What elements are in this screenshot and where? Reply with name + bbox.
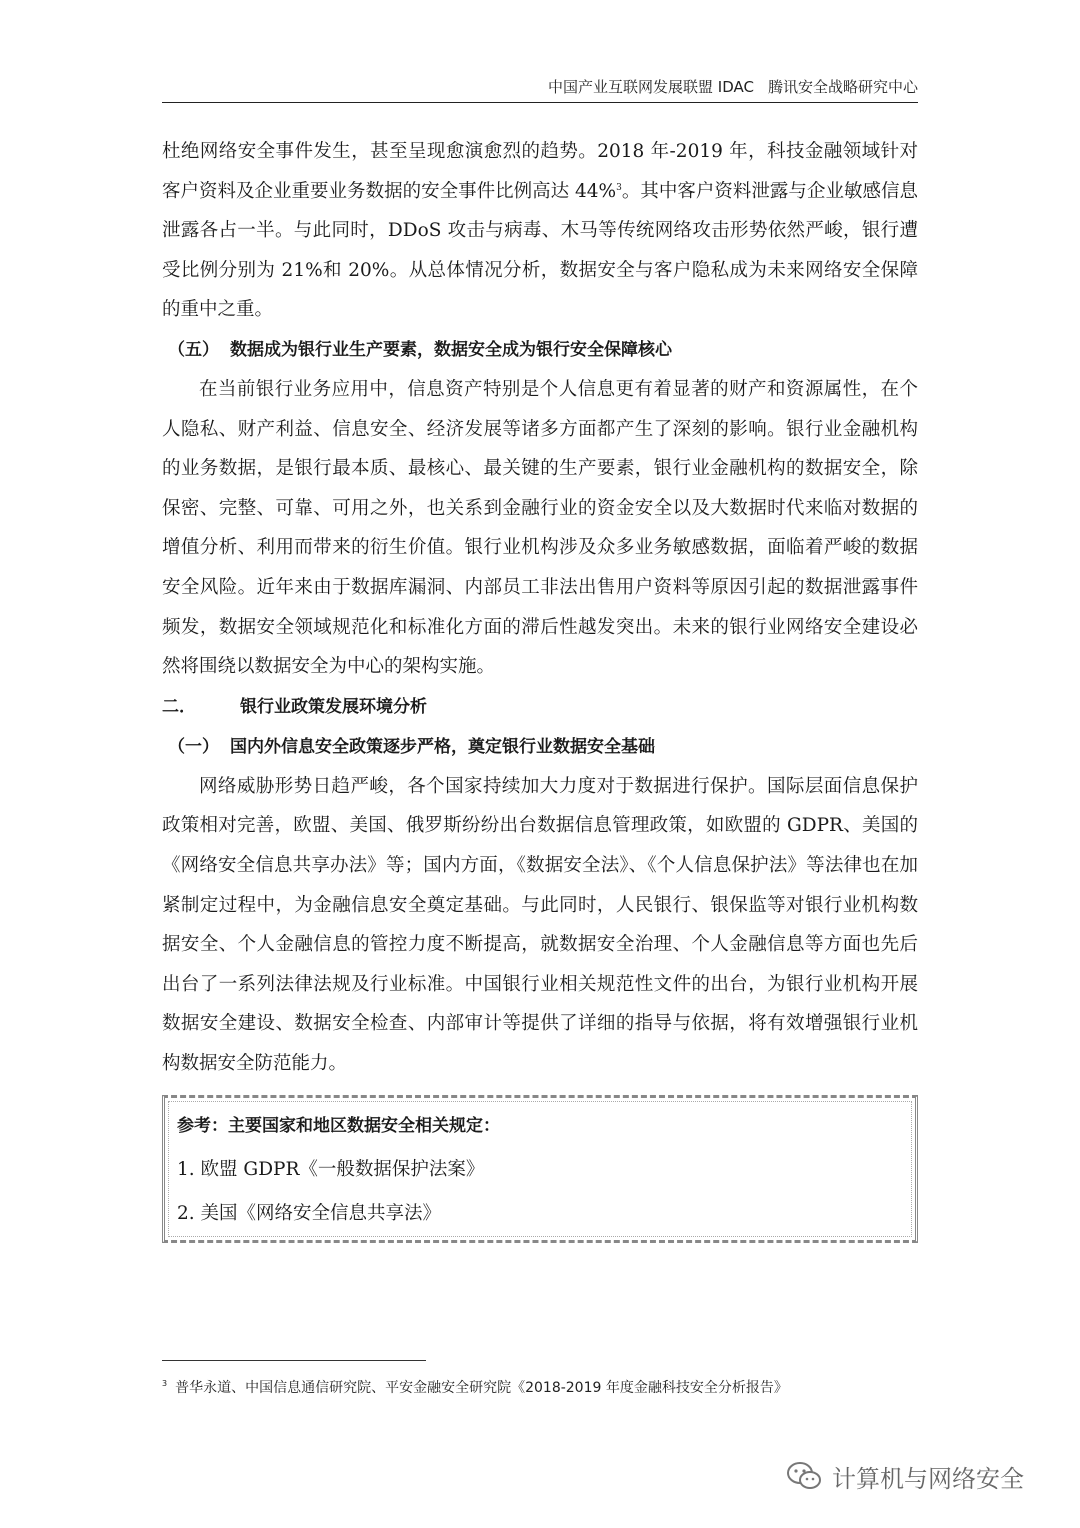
section-number: （一） — [168, 736, 219, 757]
paragraph-intro — [162, 132, 918, 330]
chapter-heading-2 — [162, 687, 918, 727]
section-heading-5 — [162, 330, 918, 370]
section-title: 数据成为银行业生产要素，数据安全成为银行安全保障核心 — [230, 339, 672, 360]
main-content — [162, 132, 918, 1243]
footnote-divider — [162, 1360, 426, 1361]
footnote-mark: 3 — [162, 1379, 168, 1389]
footnote-text: 普华永道、中国信息通信研究院、平安金融安全研究院《2018-2019 年度金融科技安全分析报告》 — [175, 1380, 788, 1396]
paragraph-policy: 网络威胁形势日趋严峻，各个国家持续加大力度对于数据进行保护。国际层面信息保护政策相对完善，欧盟、美国、俄罗斯纷纷出台数据信息管理政策，如欧盟的 GDPR、美国的《网络安全信息共享办法》等；国内方面，《数据安全法》、《个人信息保护法》等法律也在加紧制定过程中，为金融信息安全奠定基础。与此同时，人民银行、银保监等对银行业机构数据安全、个人金融信息的管控力度不断提高，就数据安全治理、个人金融信息等方面也先后出台了一系列法律法规及行业标准。中国银行业相关规范性文件的出台，为银行业机构开展数据安全建设、数据安全检查、内部审计等提供了详细的指导与依据，将有效增强银行业机构数据安全防范能力。 — [162, 775, 918, 1074]
section-title: 国内外信息安全政策逐步严格，奠定银行业数据安全基础 — [230, 736, 655, 757]
reference-item: 2. 美国《网络安全信息共享法》 — [177, 1203, 442, 1225]
chapter-number: 二． — [162, 696, 196, 717]
watermark-text: 计算机与网络安全 — [832, 1464, 1024, 1493]
reference-box — [162, 1095, 918, 1243]
reference-item: 1. 欧盟 GDPR《一般数据保护法案》 — [177, 1159, 485, 1181]
reference-title: 参考：主要国家和地区数据安全相关规定： — [177, 1116, 500, 1137]
header-org-idac: 中国产业互联网发展联盟 IDAC — [548, 78, 754, 96]
section-number: （五） — [168, 339, 219, 360]
wechat-icon — [786, 1461, 822, 1491]
paragraph-data-security: 在当前银行业务应用中，信息资产特别是个人信息更有着显著的财产和资源属性，在个人隐私、财产利益、信息安全、经济发展等诸多方面都产生了深刻的影响。银行业金融机构的业务数据，是银行最本质、最核心、最关键的生产要素，银行业金融机构的数据安全，除保密、完整、可靠、可用之外，也关系到金融行业的资金安全以及大数据时代来临对数据的增值分析、利用而带来的衍生价值。银行业机构涉及众多业务敏感数据，面临着严峻的数据安全风险。近年来由于数据库漏洞、内部员工非法出售用户资料等原因引起的数据泄露事件频发，数据安全领域规范化和标准化方面的滞后性越发突出。未来的银行业网络安全建设必然将围绕以数据安全为中心的架构实施。 — [162, 378, 918, 678]
watermark — [786, 1456, 1056, 1496]
footnote — [162, 1377, 922, 1397]
section-heading-2-1 — [162, 727, 918, 767]
footnote-ref-3[interactable]: 3 — [616, 182, 622, 193]
paragraph-intro-part2: 。其中客户资料泄露与企业敏感信息泄露各占一半。与此同时，DDoS 攻击与病毒、木马等传统网络攻击形势依然严峻，银行遭受比例分别为 21%和 20%。从总体情况分析，数据安全与客户隐私成为未来网络安全保障的重中之重。 — [162, 180, 918, 321]
chapter-title: 银行业政策发展环境分析 — [240, 696, 427, 717]
header-org-tencent: 腾讯安全战略研究中心 — [767, 78, 918, 96]
paragraph-intro-part1: 杜绝网络安全事件发生，甚至呈现愈演愈烈的趋势。2018 年-2019 年，科技金融领域针对客户资料及企业重要业务数据的安全事件比例高达 44% — [162, 141, 918, 202]
page-header — [162, 76, 918, 103]
